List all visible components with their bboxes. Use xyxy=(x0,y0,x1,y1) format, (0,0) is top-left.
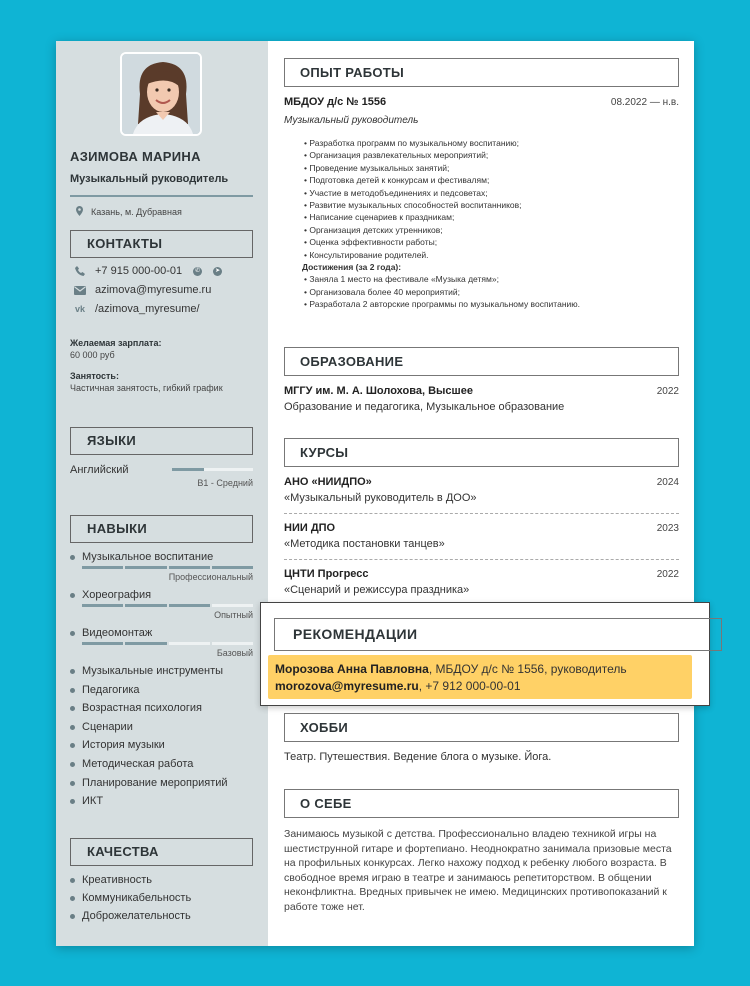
achievement-item: • Разработала 2 авторские программы по музыкальному воспитанию. xyxy=(304,298,674,310)
course-divider xyxy=(284,559,679,560)
quality-item xyxy=(70,892,191,904)
language-bar-fill xyxy=(172,468,204,471)
skill-level: Опытный xyxy=(214,610,253,620)
bullet-dot xyxy=(70,593,75,598)
skill-name: Хореография xyxy=(82,589,152,601)
skill-item xyxy=(70,665,223,677)
duty-item: • Организация развлекательных мероприятий; xyxy=(304,149,674,161)
skill-name: Музыкальные инструменты xyxy=(82,665,224,677)
skill-item xyxy=(70,777,228,789)
quality-name: Коммуникабельность xyxy=(82,892,192,904)
email-text[interactable]: azimova@myresume.ru xyxy=(95,284,212,296)
location xyxy=(76,206,182,218)
bullet-dot xyxy=(70,878,75,883)
experience-heading: ОПЫТ РАБОТЫ xyxy=(284,58,679,87)
course-org: ЦНТИ Прогресс xyxy=(284,568,369,580)
course-name: «Методика постановки танцев» xyxy=(284,538,445,550)
salary-label: Желаемая зарплата: xyxy=(70,338,162,348)
skill-segment xyxy=(125,604,166,607)
quality-item xyxy=(70,874,152,886)
skill-name: Педагогика xyxy=(82,684,140,696)
skill-segment xyxy=(82,604,123,607)
skill-name: Видеомонтаж xyxy=(82,627,153,639)
skill-level: Базовый xyxy=(216,648,253,658)
skill-bar xyxy=(82,604,253,607)
skill-item xyxy=(70,551,213,563)
duty-item: • Разработка программ по музыкальному воспитанию; xyxy=(304,137,674,149)
bullet-dot xyxy=(70,914,75,919)
recommender-details: , МБДОУ д/с № 1556, руководитель xyxy=(428,662,627,676)
bullet-dot xyxy=(70,799,75,804)
skill-item xyxy=(70,589,151,601)
recommender-name: Морозова Анна Павловна xyxy=(275,662,429,676)
phone-icon xyxy=(74,266,86,276)
envelope-icon xyxy=(74,286,86,295)
hobby-text: Театр. Путешествия. Ведение блога о музыке. Йога. xyxy=(284,751,552,763)
bullet-dot xyxy=(70,762,75,767)
salary-value: 60 000 руб xyxy=(70,350,115,360)
vk-icon: vk xyxy=(74,304,85,314)
skill-segment xyxy=(169,642,210,645)
qualities-heading: КАЧЕСТВА xyxy=(70,838,253,866)
employment-label: Занятость: xyxy=(70,371,119,381)
bullet-dot xyxy=(70,669,75,674)
skill-segment xyxy=(125,566,166,569)
languages-heading: ЯЗЫКИ xyxy=(70,427,253,455)
duty-item: • Участие в методобъединениях и педсоветах; xyxy=(304,187,674,199)
education-year: 2022 xyxy=(656,386,679,397)
whatsapp-icon[interactable]: ✆ xyxy=(195,267,201,274)
contact-vk xyxy=(74,303,200,315)
quality-name: Креативность xyxy=(82,874,153,886)
bullet-dot xyxy=(70,688,75,693)
recommendations-heading: РЕКОМЕНДАЦИИ xyxy=(274,618,722,651)
quality-item xyxy=(70,910,191,922)
skill-item xyxy=(70,739,165,751)
skills-heading: НАВЫКИ xyxy=(70,515,253,543)
course-name: «Сценарий и режиссура праздника» xyxy=(284,584,470,596)
resume-page xyxy=(56,41,694,946)
bullet-dot xyxy=(70,743,75,748)
contact-phone xyxy=(74,265,222,277)
contact-email xyxy=(74,284,211,296)
skill-segment xyxy=(82,642,123,645)
location-text: Казань, м. Дубравная xyxy=(91,207,182,217)
skill-name: Музыкальное воспитание xyxy=(82,551,214,563)
bullet-dot xyxy=(70,631,75,636)
course-year: 2022 xyxy=(656,569,679,580)
recommender-phone: , +7 912 000-00-01 xyxy=(418,679,521,693)
skill-bar xyxy=(82,566,253,569)
bullet-dot xyxy=(70,725,75,730)
bullet-dot xyxy=(70,706,75,711)
recommender-email[interactable]: morozova@myresume.ru xyxy=(275,679,419,693)
language-bar xyxy=(172,468,253,471)
course-year: 2023 xyxy=(656,523,679,534)
bullet-dot xyxy=(70,896,75,901)
course-year: 2024 xyxy=(656,477,679,488)
course-divider xyxy=(284,513,679,514)
course-org: НИИ ДПО xyxy=(284,522,336,534)
recommendation-highlight xyxy=(268,655,692,699)
skill-name: Сценарии xyxy=(82,721,133,733)
skill-item xyxy=(70,758,193,770)
language-level: B1 - Средний xyxy=(197,478,253,488)
skill-name: ИКТ xyxy=(82,795,104,807)
skill-segment xyxy=(169,566,210,569)
employment-value: Частичная занятость, гибкий график xyxy=(70,383,223,393)
education-heading: ОБРАЗОВАНИЕ xyxy=(284,347,679,376)
duty-item: • Проведение музыкальных занятий; xyxy=(304,162,674,174)
courses-heading: КУРСЫ xyxy=(284,438,679,467)
profile-photo xyxy=(120,52,202,136)
skill-segment xyxy=(82,566,123,569)
skill-item xyxy=(70,795,103,807)
duty-item: • Написание сценариев к праздникам; xyxy=(304,211,674,223)
experience-date: 08.2022 — н.в. xyxy=(610,97,679,108)
achievement-item: • Организовала более 40 мероприятий; xyxy=(304,286,674,298)
bullet-dot xyxy=(70,781,75,786)
language-name: Английский xyxy=(70,464,129,476)
duty-item: • Организация детских утренников; xyxy=(304,224,674,236)
candidate-position: Музыкальный руководитель xyxy=(70,173,229,185)
duty-item: • Консультирование родителей. xyxy=(304,249,674,261)
duty-item: • Подготовка детей к конкурсам и фестивалям; xyxy=(304,174,674,186)
bullet-dot xyxy=(70,555,75,560)
about-heading: О СЕБЕ xyxy=(284,789,679,818)
achievements-heading: Достижения (за 2 года): xyxy=(302,262,402,273)
location-pin-icon xyxy=(76,206,83,218)
divider xyxy=(70,195,253,197)
contacts-heading: КОНТАКТЫ xyxy=(70,230,253,258)
sidebar xyxy=(56,41,268,946)
phone-text[interactable]: +7 915 000-00-01 xyxy=(95,265,183,277)
education-school: МГГУ им. М. А. Шолохова, Высшее xyxy=(284,385,473,397)
skill-segment xyxy=(212,604,253,607)
skill-item xyxy=(70,721,133,733)
experience-org: МБДОУ д/с № 1556 xyxy=(284,96,387,108)
skill-item xyxy=(70,684,140,696)
education-details: Образование и педагогика, Музыкальное образование xyxy=(284,401,565,413)
telegram-icon[interactable]: ➤ xyxy=(215,267,221,274)
course-name: «Музыкальный руководитель в ДОО» xyxy=(284,492,477,504)
skill-item xyxy=(70,627,152,639)
experience-duties xyxy=(304,137,674,311)
about-text: Занимаюсь музыкой с детства. Профессионально владею техникой игры на шестиструнной гитаре и фортепиано. Неоднократно занимала призовые места на профильных конкурсах. Легко нахожу подход к ребенку любого возраста. В свободное время играю в театре и занимаюсь репетиторством. В общении неконфликтна. Вредных привычек не имею. Медицинских противопоказаний к работе тоже нет. xyxy=(284,828,672,913)
skill-segment xyxy=(212,642,253,645)
portrait-image xyxy=(122,54,202,136)
skill-name: Возрастная психология xyxy=(82,702,202,714)
achievement-item: • Заняла 1 место на фестивале «Музыка детям»; xyxy=(304,273,674,285)
skill-level: Профессиональный xyxy=(168,572,253,582)
skill-segment xyxy=(212,566,253,569)
skill-item xyxy=(70,702,202,714)
vk-text[interactable]: /azimova_myresume/ xyxy=(95,303,200,315)
skill-name: Планирование мероприятий xyxy=(82,777,228,789)
skill-name: История музыки xyxy=(82,739,165,751)
hobby-heading: ХОББИ xyxy=(284,713,679,742)
duty-item: • Оценка эффективности работы; xyxy=(304,236,674,248)
skill-segment xyxy=(125,642,166,645)
quality-name: Доброжелательность xyxy=(82,910,191,922)
skill-name: Методическая работа xyxy=(82,758,194,770)
candidate-name: АЗИМОВА МАРИНА xyxy=(70,149,201,164)
experience-role: Музыкальный руководитель xyxy=(284,115,419,126)
duty-item: • Развитие музыкальных способностей воспитанников; xyxy=(304,199,674,211)
skill-segment xyxy=(169,604,210,607)
course-org: АНО «НИИДПО» xyxy=(284,476,372,488)
recommendations-callout xyxy=(260,602,710,706)
main-content xyxy=(268,41,694,946)
skill-bar xyxy=(82,642,253,645)
